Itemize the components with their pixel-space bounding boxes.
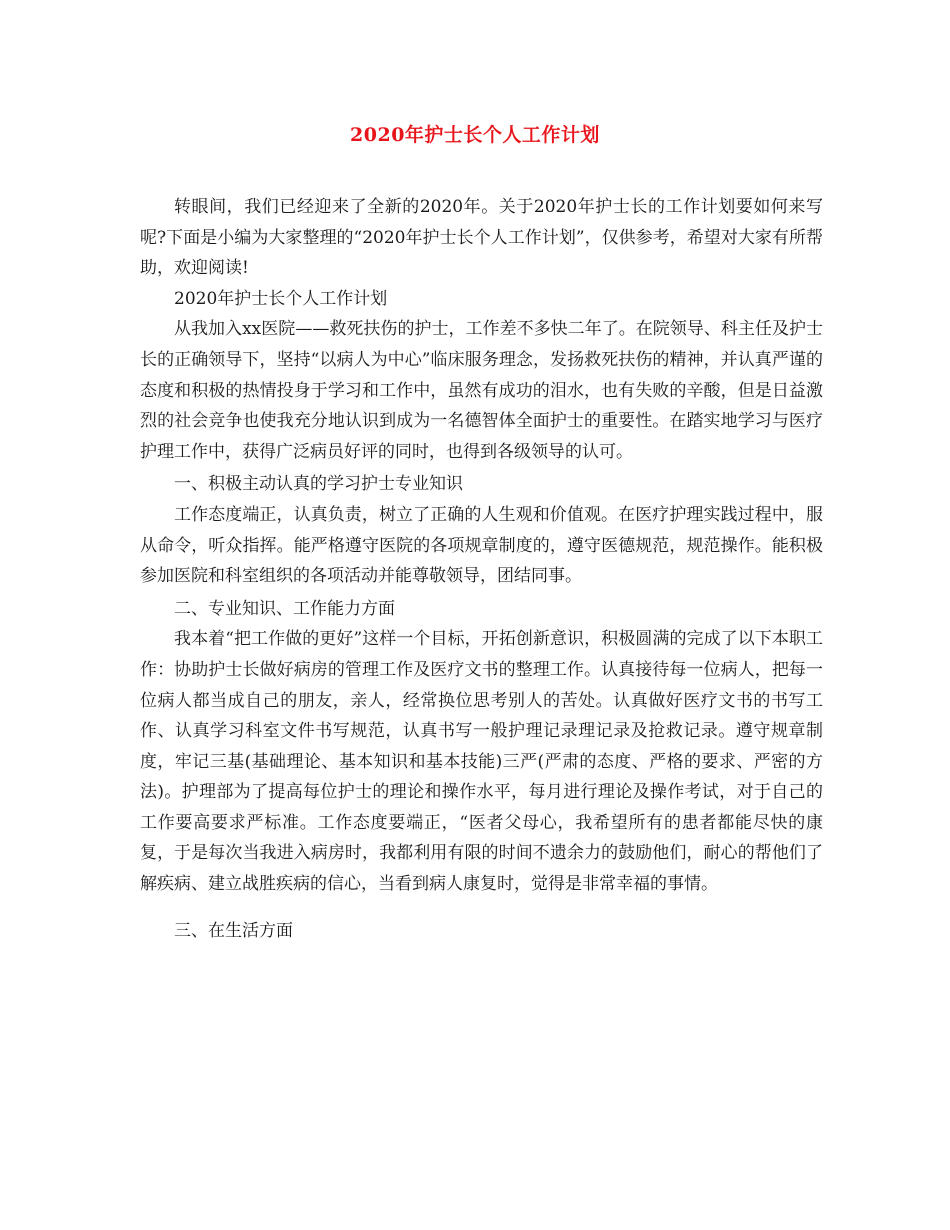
document-body [140,192,823,946]
document-title: 2020年护士长个人工作计划 [350,124,600,146]
overview-paragraph: 从我加入xx医院——救死扶伤的护士，工作差不多快二年了。在院领导、科主任及护士长的正确领导下，坚持“以病人为中心”临床服务理念，发扬救死扶伤的精神，并认真严谨的态度和积极的热情投身于学习和工作中，虽然有成功的泪水，也有失败的辛酸，但是日益激烈的社会竞争也使我充分地认识到成为一名德智体全面护士的重要性。在踏实地学习与医疗护理工作中，获得广泛病员好评的同时，也得到各级领导的认可。 [140,319,823,462]
section-2-paragraph: 我本着“把工作做的更好”这样一个目标，开拓创新意识，积极圆满的完成了以下本职工作：协助护士长做好病房的管理工作及医疗文书的整理工作。认真接待每一位病人，把每一位病人都当成自己的朋友，亲人，经常换位思考别人的苦处。认真做好医疗文书的书写工作、认真学习科室文件书写规范，认真书写一般护理记录理记录及抢救记录。遵守规章制度，牢记三基(基础理论、基本知识和基本技能)三严(严肃的态度、严格的要求、严密的方法)。护理部为了提高每位护士的理论和操作水平，每月进行理论及操作考试，对于自己的工作要高要求严标准。工作态度要端正，“医者父母心，我希望所有的患者都能尽快的康复，于是每次当我进入病房时，我都利用有限的时间不遗余力的鼓励他们，耐心的帮他们了解疾病、建立战胜疾病的信心，当看到病人康复时，觉得是非常幸福的事情。 [140,629,823,895]
section-heading-2: 二、专业知识、工作能力方面 [174,598,395,619]
intro-paragraph: 转眼间，我们已经迎来了全新的2020年。关于2020年护士长的工作计划要如何来写呢?下面是小编为大家整理的“2020年护士长个人工作计划”，仅供参考，希望对大家有所帮助，欢迎阅读! [140,197,823,279]
subtitle-line: 2020年护士长个人工作计划 [174,288,388,309]
section-1-paragraph: 工作态度端正，认真负责，树立了正确的人生观和价值观。在医疗护理实践过程中，服从命令，听众指挥。能严格遵守医院的各项规章制度的，遵守医德规范，规范操作。能积极参加医院和科室组织的各项活动并能尊敬领导，团结同事。 [140,504,823,587]
section-heading-3: 三、在生活方面 [174,920,293,941]
section-heading-1: 一、积极主动认真的学习护士专业知识 [174,474,463,495]
